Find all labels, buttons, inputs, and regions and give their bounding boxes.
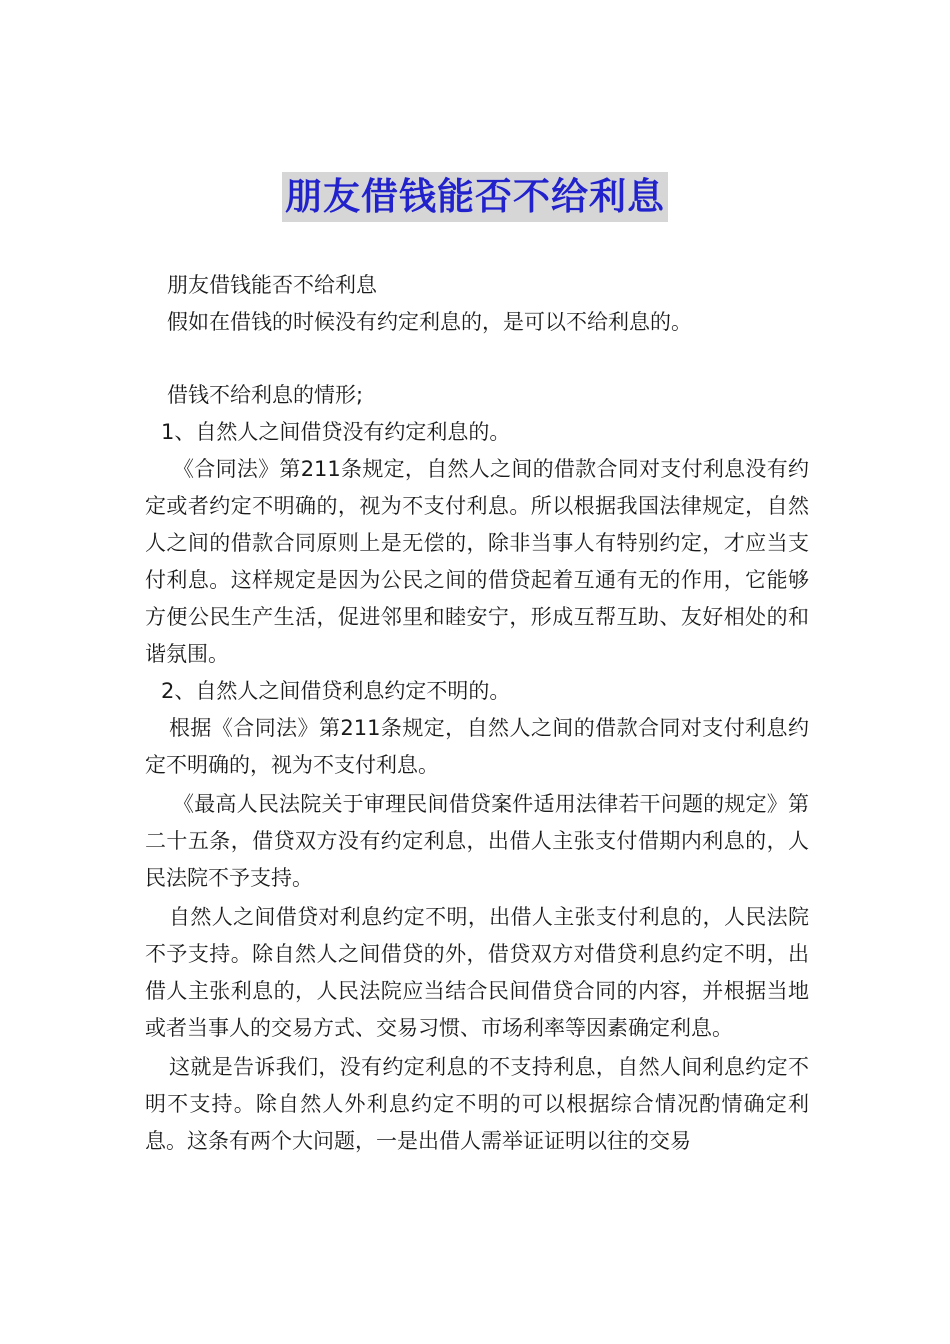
paragraph: 借钱不给利息的情形; [167,383,364,407]
paragraph: 这就是告诉我们，没有约定利息的不支持利息，自然人间利息约定不明不支持。除自然人外利息约定不明的可以根据综合情况酌情确定利息。这条有两个大问题，一是出借人需举证证明以往的交易 [145,1055,809,1153]
paragraph: 根据《合同法》第211条规定，自然人之间的借款合同对支付利息约定不明确的，视为不支付利息。 [145,716,809,777]
paragraph: 自然人之间借贷对利息约定不明，出借人主张支付利息的，人民法院不予支持。除自然人之间借贷的外，借贷双方对借贷利息约定不明，出借人主张利息的，人民法院应当结合民间借贷合同的内容，并根据当地或者当事人的交易方式、交易习惯、市场利率等因素确定利息。 [145,905,809,1040]
paragraph: 《合同法》第211条规定，自然人之间的借款合同对支付利息没有约定或者约定不明确的，视为不支付利息。所以根据我国法律规定，自然人之间的借款合同原则上是无偿的，除非当事人有特别约定，才应当支付利息。这样规定是因为公民之间的借贷起着互通有无的作用，它能够方便公民生产生活，促进邻里和睦安宁，形成互帮互助、友好相处的和谐氛围。 [145,457,809,666]
blank-line [145,341,809,377]
paragraph-subtitle: 朋友借钱能否不给利息 [167,273,377,297]
title-container [0,172,950,222]
list-item-1: 1、自然人之间借贷没有约定利息的。 [161,420,511,444]
list-item-2: 2、自然人之间借贷利息约定不明的。 [161,679,511,703]
paragraph: 《最高人民法院关于审理民间借贷案件适用法律若干问题的规定》第二十五条，借贷双方没有约定利息，出借人主张支付借期内利息的，人民法院不予支持。 [145,792,809,890]
paragraph: 假如在借钱的时候没有约定利息的，是可以不给利息的。 [167,310,692,334]
document-body [145,267,809,1160]
document-title: 朋友借钱能否不给利息 [282,172,668,222]
